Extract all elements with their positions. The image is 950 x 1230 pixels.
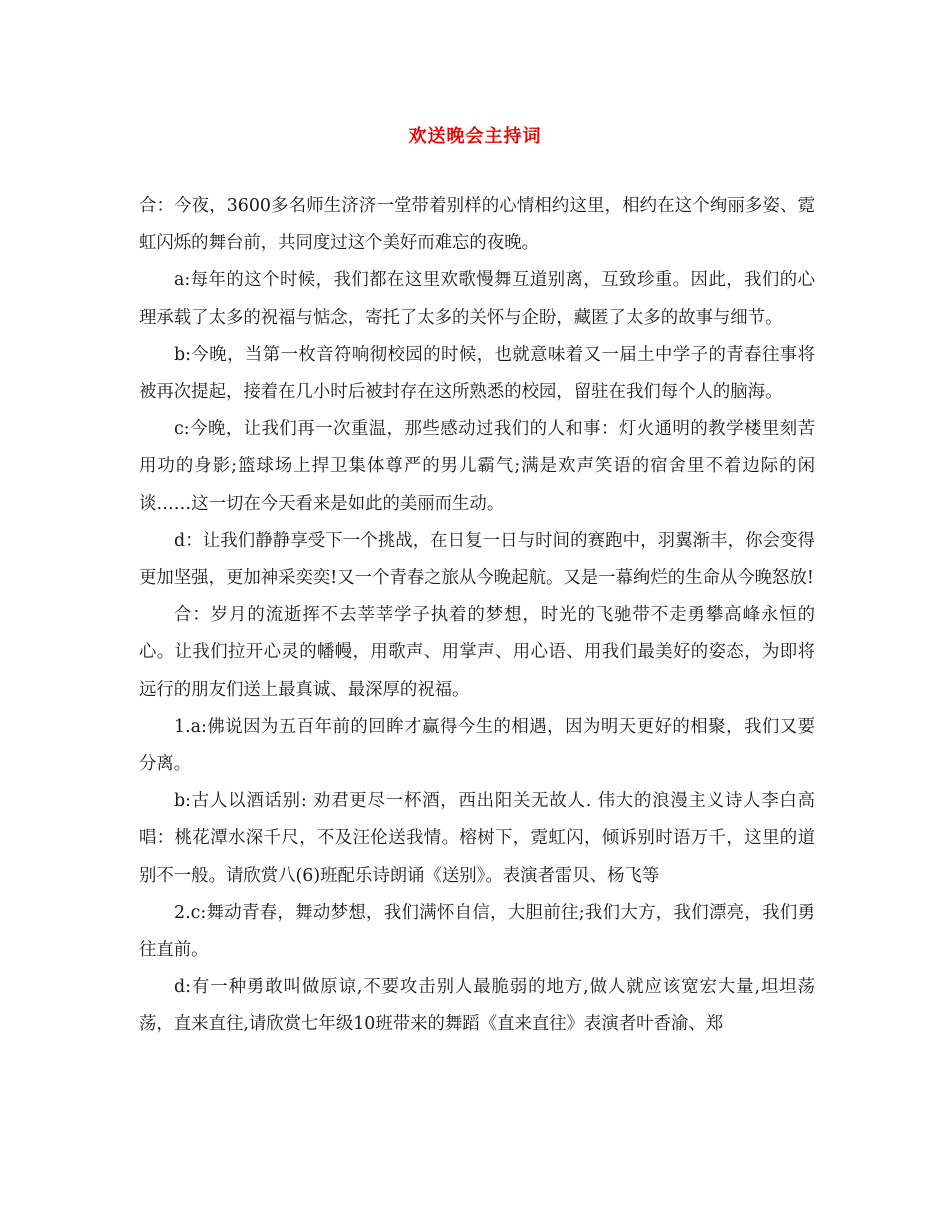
paragraph: 合：今夜，3600多名师生济济一堂带着别样的心情相约这里，相约在这个绚丽多姿、霓虹闪烁的舞台前，共同度过这个美好而难忘的夜晚。: [139, 196, 815, 254]
paragraph: d：让我们静静享受下一个挑战，在日复一日与时间的赛跑中，羽翼渐丰，你会变得更加坚强，更加神采奕奕!又一个青春之旅从今晚起航。又是一幕绚烂的生命从今晚怒放!: [139, 530, 815, 589]
paragraph: d:有一种勇敢叫做原谅,不要攻击别人最脆弱的地方,做人就应该宽宏大量,坦坦荡荡，直来直往,请欣赏七年级10班带来的舞蹈《直来直往》表演者叶香渝、郑: [139, 977, 815, 1035]
paragraph: 1.a:佛说因为五百年前的回眸才赢得今生的相遇，因为明天更好的相聚，我们又要分离。: [139, 716, 815, 775]
document-title: 欢送晚会主持词: [408, 126, 542, 147]
paragraph: a:每年的这个时候，我们都在这里欢歌慢舞互道别离，互致珍重。因此，我们的心理承载了太多的祝福与惦念，寄托了太多的关怀与企盼，藏匿了太多的故事与细节。: [139, 270, 815, 328]
paragraph: b:今晚，当第一枚音符响彻校园的时候，也就意味着又一届土中学子的青春往事将被再次提起，接着在几小时后被封存在这所熟悉的校园，留驻在我们每个人的脑海。: [139, 344, 815, 403]
document-body: [139, 188, 815, 1044]
paragraph: 2.c:舞动青春，舞动梦想，我们满怀自信，大胆前往;我们大方，我们漂亮，我们勇往直前。: [139, 902, 815, 961]
paragraph: c:今晚，让我们再一次重温，那些感动过我们的人和事：灯火通明的教学楼里刻苦用功的身影;篮球场上捍卫集体尊严的男儿霸气;满是欢声笑语的宿舍里不着边际的闲谈……这一切在今天看来是如此的美丽而生动。: [139, 419, 815, 514]
paragraph: b:古人以酒话别: 劝君更尽一杯酒，西出阳关无故人. 伟大的浪漫主义诗人李白高唱：桃花潭水深千尺，不及汪伦送我情。榕树下，霓虹闪，倾诉别时语万千，这里的道别不一般。请欣赏八(6)班配乐诗朗诵《送别》。表演者雷贝、杨飞等: [139, 791, 815, 886]
paragraph: 合：岁月的流逝挥不去莘莘学子执着的梦想，时光的飞驰带不走勇攀高峰永恒的心。让我们拉开心灵的幡幔，用歌声、用掌声、用心语、用我们最美好的姿态，为即将远行的朋友们送上最真诚、最深厚的祝福。: [139, 605, 815, 700]
